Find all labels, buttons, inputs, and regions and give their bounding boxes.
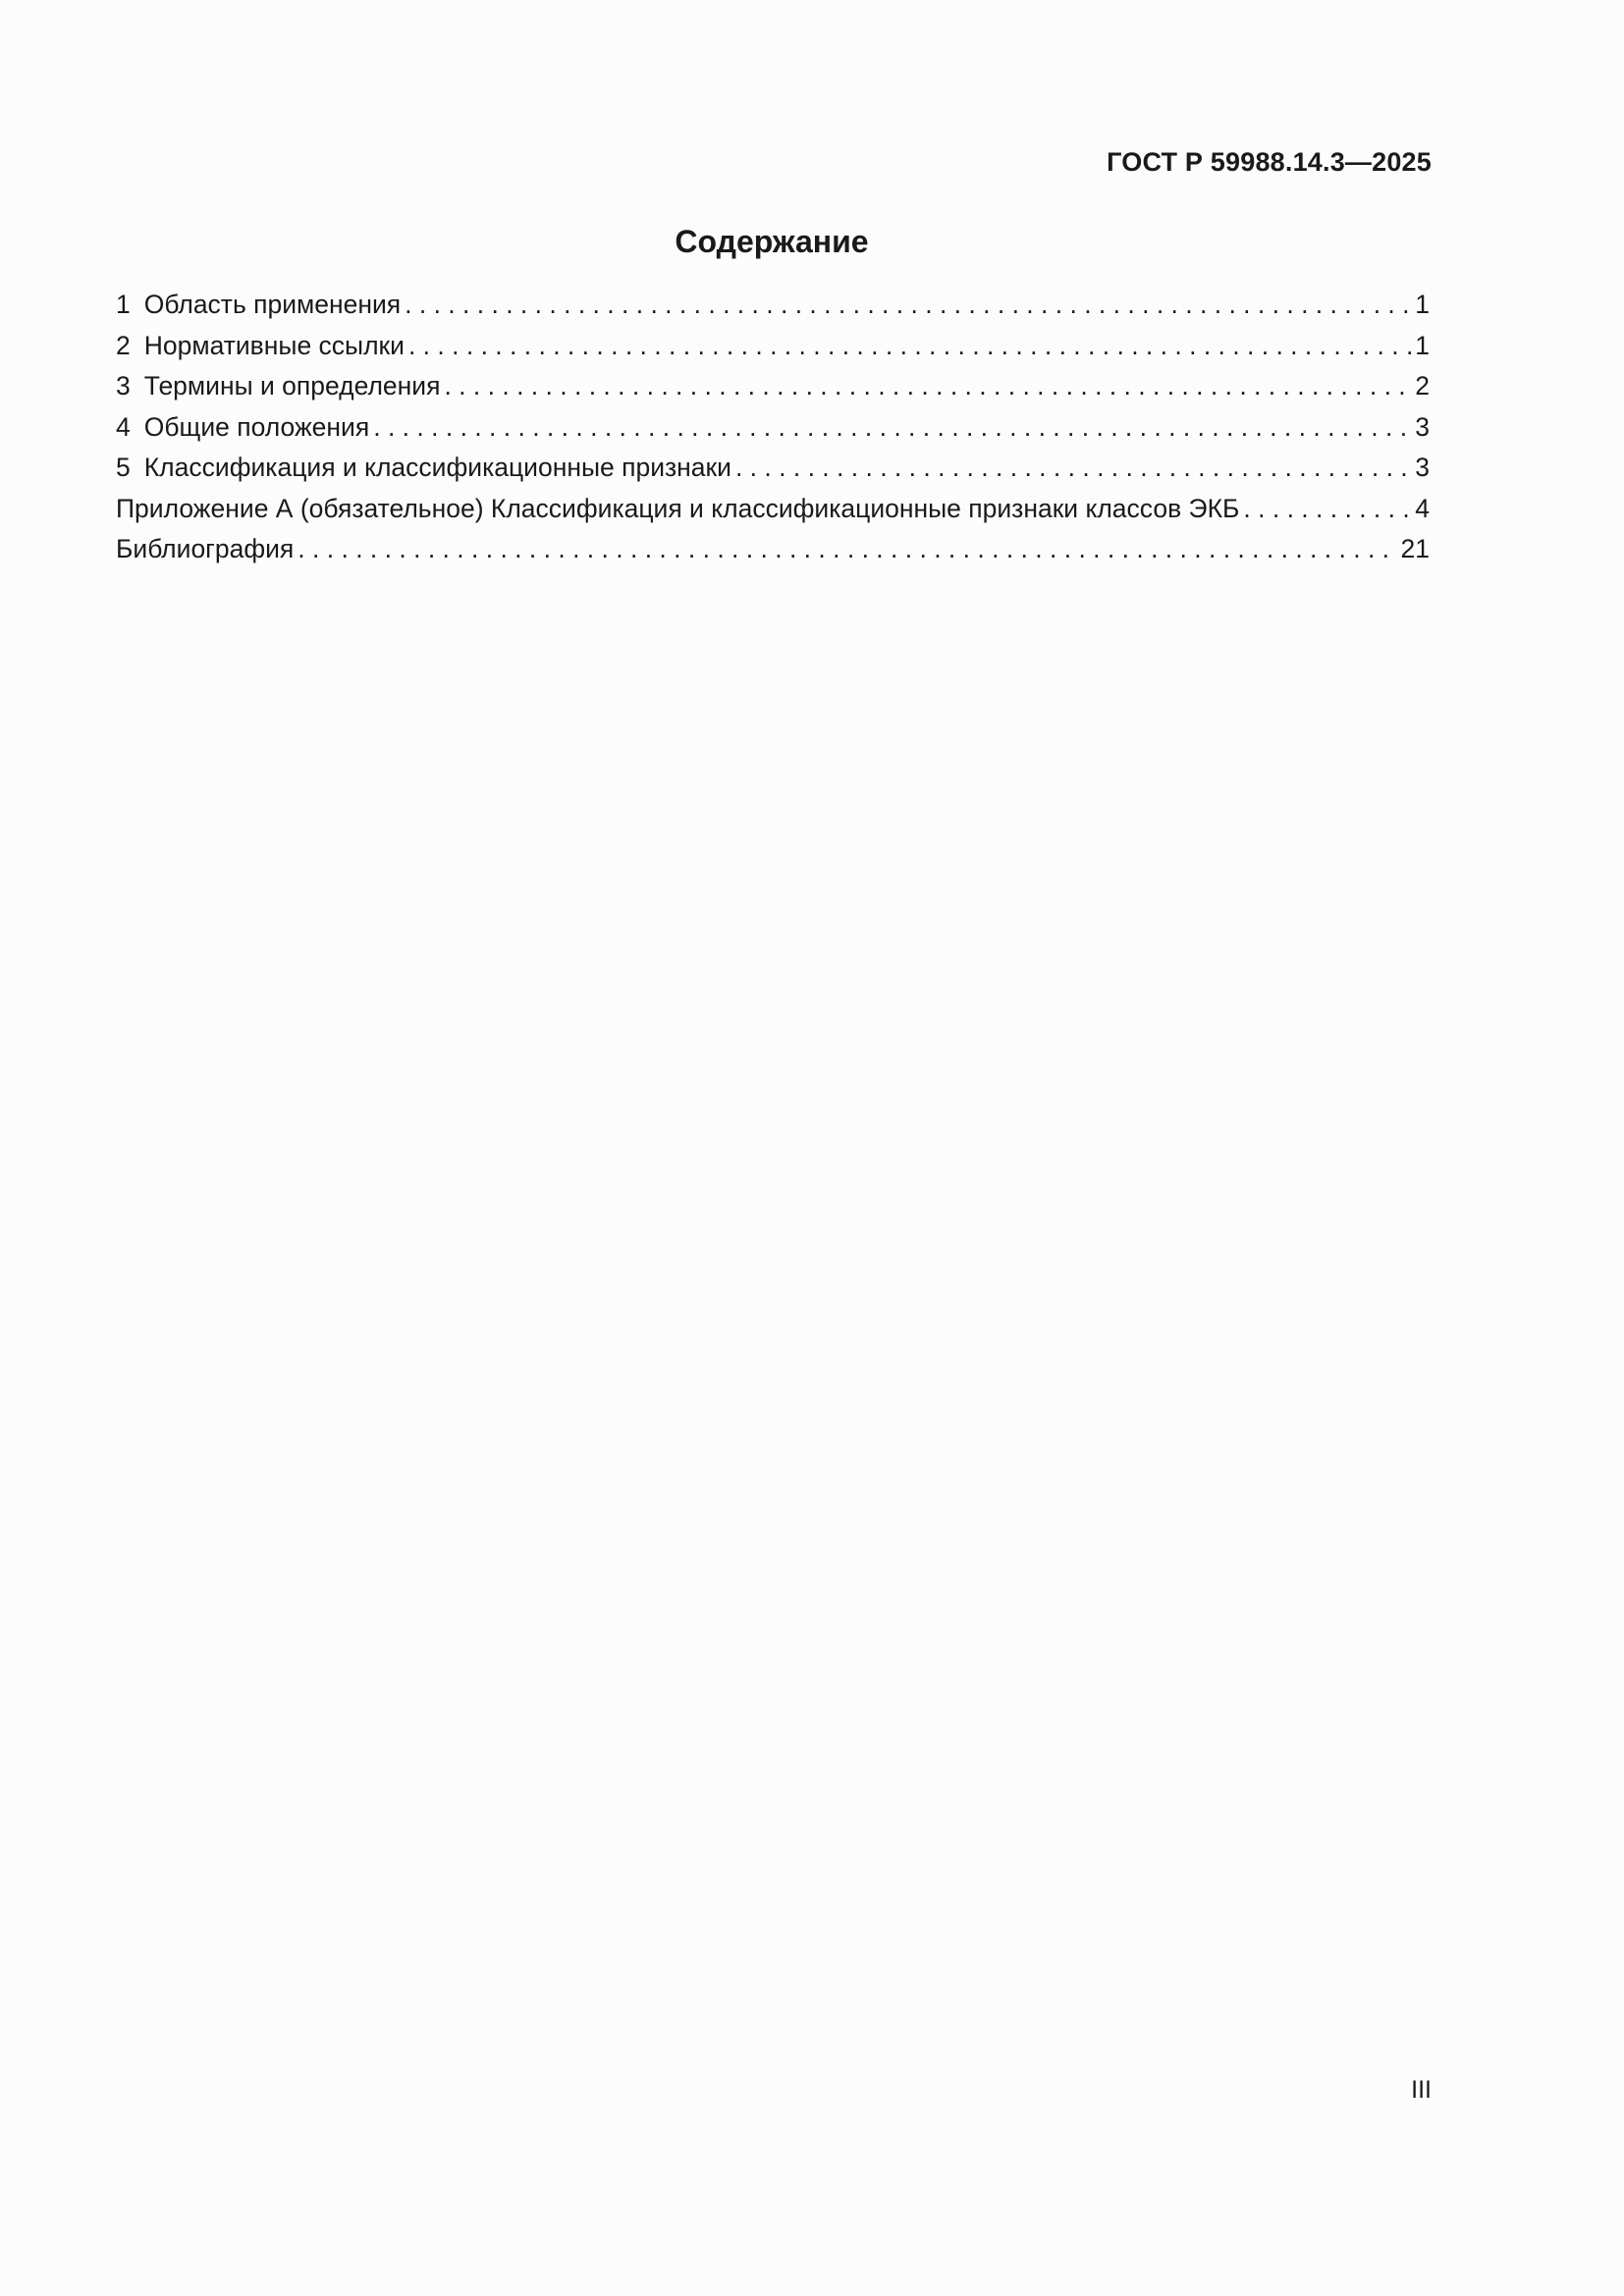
toc-item-appendix[interactable]	[116, 489, 1430, 530]
toc-item-number: 4	[116, 411, 131, 442]
toc-item[interactable]	[116, 448, 1430, 489]
toc-item-title: Нормативные ссылки	[143, 330, 405, 360]
toc-dot-leader	[444, 366, 1411, 407]
toc-dot-leader	[373, 407, 1411, 449]
toc-item-title: Термины и определения	[143, 371, 441, 400]
toc-item-number: 5	[116, 453, 131, 482]
toc-item-title: Приложение А (обязательное) Классификация и классификационные признаки классов ЭКБ	[116, 493, 1240, 523]
toc-item[interactable]	[116, 326, 1430, 367]
page-number: III	[1411, 2076, 1432, 2104]
toc-item-page: 21	[1400, 534, 1430, 563]
page-title: Содержание	[675, 224, 869, 259]
toc-item-title: Классификация и классификационные признаки	[143, 453, 731, 482]
document-code: ГОСТ Р 59988.14.3—2025	[1107, 147, 1432, 177]
toc-item-number: 2	[116, 330, 131, 360]
toc-item-number: 1	[116, 290, 131, 319]
toc-dot-leader	[408, 326, 1411, 367]
table-of-contents	[116, 285, 1430, 570]
toc-dot-leader	[298, 529, 1396, 570]
toc-item-title: Библиография	[116, 534, 295, 563]
toc-item-page: 2	[1415, 371, 1430, 400]
toc-item-title: Область применения	[143, 290, 402, 319]
toc-item[interactable]	[116, 285, 1430, 326]
toc-item-page: 3	[1415, 453, 1430, 482]
toc-item-page: 1	[1415, 290, 1430, 319]
toc-item-bibliography[interactable]	[116, 529, 1430, 570]
toc-item-number: 3	[116, 371, 131, 400]
toc-dot-leader	[735, 448, 1411, 489]
toc-dot-leader	[1243, 489, 1411, 530]
toc-item[interactable]	[116, 366, 1430, 407]
toc-item-title: Общие положения	[143, 411, 370, 442]
toc-item[interactable]	[116, 407, 1430, 449]
toc-item-page: 1	[1415, 330, 1430, 360]
toc-item-page: 4	[1415, 493, 1430, 523]
toc-dot-leader	[405, 285, 1411, 326]
toc-item-page: 3	[1415, 411, 1430, 442]
